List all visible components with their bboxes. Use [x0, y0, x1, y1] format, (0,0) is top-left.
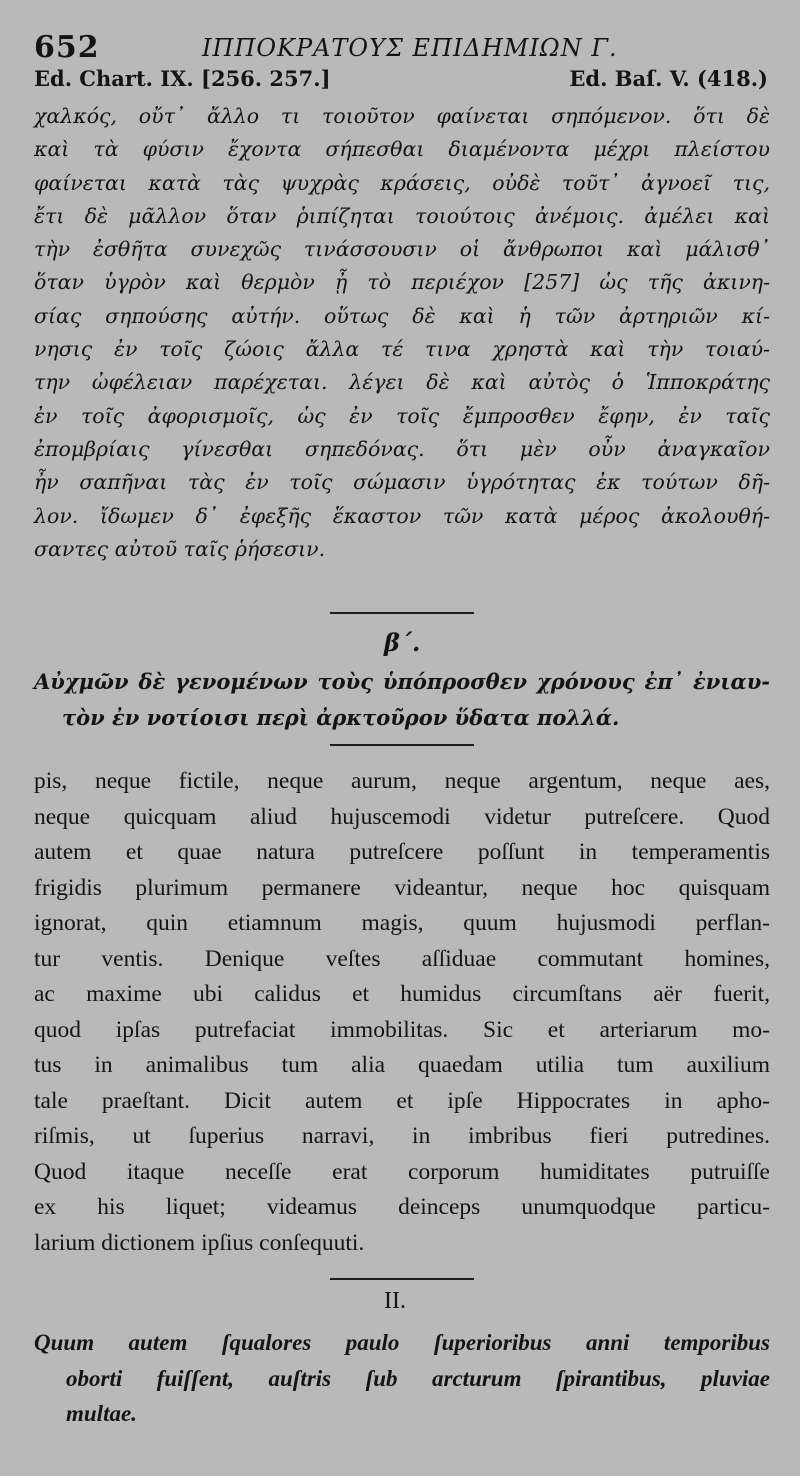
latin-line: Quod itaque neceſſe erat corporum humiditates putruiſſe	[34, 1158, 770, 1185]
greek-line: ἔτι δὲ μᾶλλον ὅταν ῥιπίζηται τοιούτοις ἀνέμοις. ἀμέλει καὶ	[34, 203, 770, 228]
greek-lemma-line: τὸν ἐν νοτίοισι περὶ ἀρκτοῦρον ὕδατα πολλά.	[62, 705, 620, 730]
latin-line: tur ventis. Denique veſtes aſſiduae commutant homines,	[34, 945, 770, 972]
greek-lemma	[34, 664, 770, 736]
latin-lemma-line: oborti fuiſſent, auſtris ſub arcturum ſpirantibus, pluviae	[66, 1365, 770, 1391]
greek-line: σίας σηπούσης αὐτήν. οὕτως δὲ καὶ ἡ τῶν ἀρτηριῶν κί-	[34, 303, 770, 328]
greek-line: νησις ἐν τοῖς ζώοις ἄλλα τέ τινα χρηστὰ καὶ τὴν τοιαύ-	[34, 337, 770, 362]
greek-line: ἐπομβρίαις γίνεσθαι σηπεδόνας. ὅτι μὲν οὖν ἀναγκαῖον	[34, 436, 770, 461]
latin-lemma-line: Quum autem ſqualores paulo ſuperioribus anni temporibus	[34, 1330, 770, 1355]
latin-lemma-line: multae.	[66, 1401, 137, 1426]
latin-line: quod ipſas putrefaciat immobilitas. Sic et arteriarum mo-	[34, 1016, 770, 1043]
latin-line: larium dictionem ipſius conſequuti.	[34, 1229, 365, 1256]
latin-translation-text	[34, 764, 770, 1261]
running-title: ΙΠΠΟΚΡΑΤΟΥΣ ΕΠΙΔΗΜΙΩΝ Γ.	[202, 34, 618, 62]
greek-commentary-text	[34, 100, 770, 566]
greek-line: σαντες αὐτοῦ ταῖς ῥήσεσιν.	[34, 536, 326, 561]
page-header	[34, 30, 770, 70]
latin-line: ac maxime ubi calidus et humidus circumſtans aër fuerit,	[34, 981, 770, 1007]
greek-line: την ὠφέλειαν παρέχεται. λέγει δὲ καὶ αὐτὸς ὁ Ἱπποκράτης	[34, 370, 770, 395]
greek-line: χαλκός, οὔτ᾽ ἄλλο τι τοιοῦτον φαίνεται σηπόμενον. ὅτι δὲ	[34, 104, 770, 128]
greek-line: τὴν ἐσθῆτα συνεχῶς τινάσσουσιν οἱ ἄνθρωποι καὶ μάλισθ᾽	[34, 237, 770, 262]
greek-lemma-line: Αὐχμῶν δὲ γενομένων τοὺς ὑπόπροσθεν χρόνους ἐπ᾽ ἐνιαυ-	[34, 669, 770, 694]
edition-chart-reference: Ed. Chart. IX. [256. 257.]	[34, 66, 331, 91]
greek-line: ἐν τοῖς ἀφορισμοῖς, ὡς ἐν τοῖς ἔμπροσθεν ἔφην, ἐν ταῖς	[34, 403, 770, 428]
section-divider-latin-start	[330, 744, 474, 746]
latin-line: autem et quae natura putreſcere poſſunt in temperamentis	[34, 839, 770, 865]
latin-line: tale praeſtant. Dicit autem et ipſe Hippocrates in apho-	[34, 1087, 770, 1114]
edition-reference-line	[34, 66, 770, 98]
section-divider-greek	[330, 612, 474, 614]
latin-line: riſmis, ut ſuperius narravi, in imbribus fieri putredines.	[34, 1123, 770, 1149]
greek-line: καὶ τὰ φύσιν ἔχοντα σήπεσθαι διαμένοντα μέχρι πλείστου	[34, 137, 770, 162]
section-divider-latin	[330, 1278, 474, 1280]
latin-line: neque quicquam aliud hujuscemodi videtur putreſcere. Quod	[34, 803, 770, 830]
greek-line: λον. ἴδωμεν δ᾽ ἐφεξῆς ἕκαστον τῶν κατὰ μέρος ἀκολουθή-	[34, 503, 770, 528]
edition-basel-reference: Ed. Baſ. V. (418.)	[569, 66, 768, 91]
latin-line: ignorat, quin etiamnum magis, quum hujusmodi perflan-	[34, 910, 770, 936]
page-number: 652	[34, 30, 100, 65]
latin-section-number: II.	[384, 1288, 406, 1314]
latin-lemma	[34, 1325, 770, 1432]
greek-line: ἦν σαπῆναι τὰς ἐν τοῖς σώμασιν ὑγρότητας ἐκ τούτων δῆ-	[34, 470, 770, 495]
latin-line: ex his liquet; videamus deinceps unumquodque particu-	[34, 1194, 770, 1220]
greek-section-number: β΄.	[384, 628, 421, 657]
latin-line: tus in animalibus tum alia quaedam utilia tum auxilium	[34, 1052, 770, 1078]
greek-line: ὅταν ὑγρὸν καὶ θερμὸν ᾖ τὸ περιέχον [257] ὡς τῆς ἀκινη-	[34, 270, 770, 295]
latin-line: frigidis plurimum permanere videantur, neque hoc quisquam	[34, 874, 770, 901]
greek-line: φαίνεται κατὰ τὰς ψυχρὰς κράσεις, οὐδὲ τοῦτ᾽ ἀγνοεῖ τις,	[34, 170, 770, 195]
latin-line: pis, neque fictile, neque aurum, neque argentum, neque aes,	[34, 768, 770, 794]
